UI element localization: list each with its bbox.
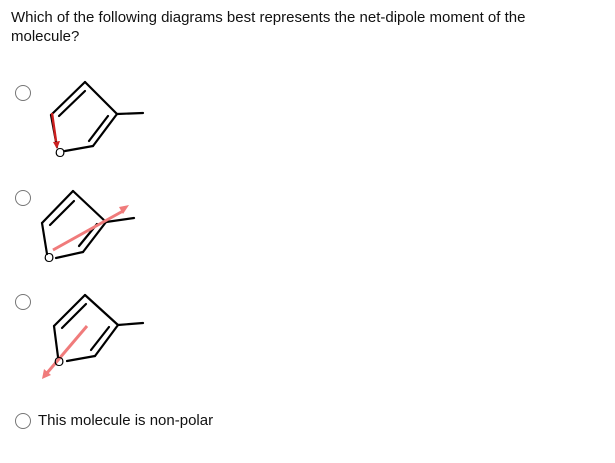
non-polar-option-label[interactable]: This molecule is non-polar (38, 412, 214, 429)
question-line-1: Which of the following diagrams best represents the net-dipole moment of the (11, 9, 526, 26)
oxygen-atom-label-2: O (44, 250, 55, 265)
question-line-2: molecule? (11, 28, 80, 45)
oxygen-atom-label-1: O (55, 145, 66, 160)
oxygen-atom-label-3: O (54, 354, 65, 369)
radio-option-4[interactable] (15, 413, 31, 429)
